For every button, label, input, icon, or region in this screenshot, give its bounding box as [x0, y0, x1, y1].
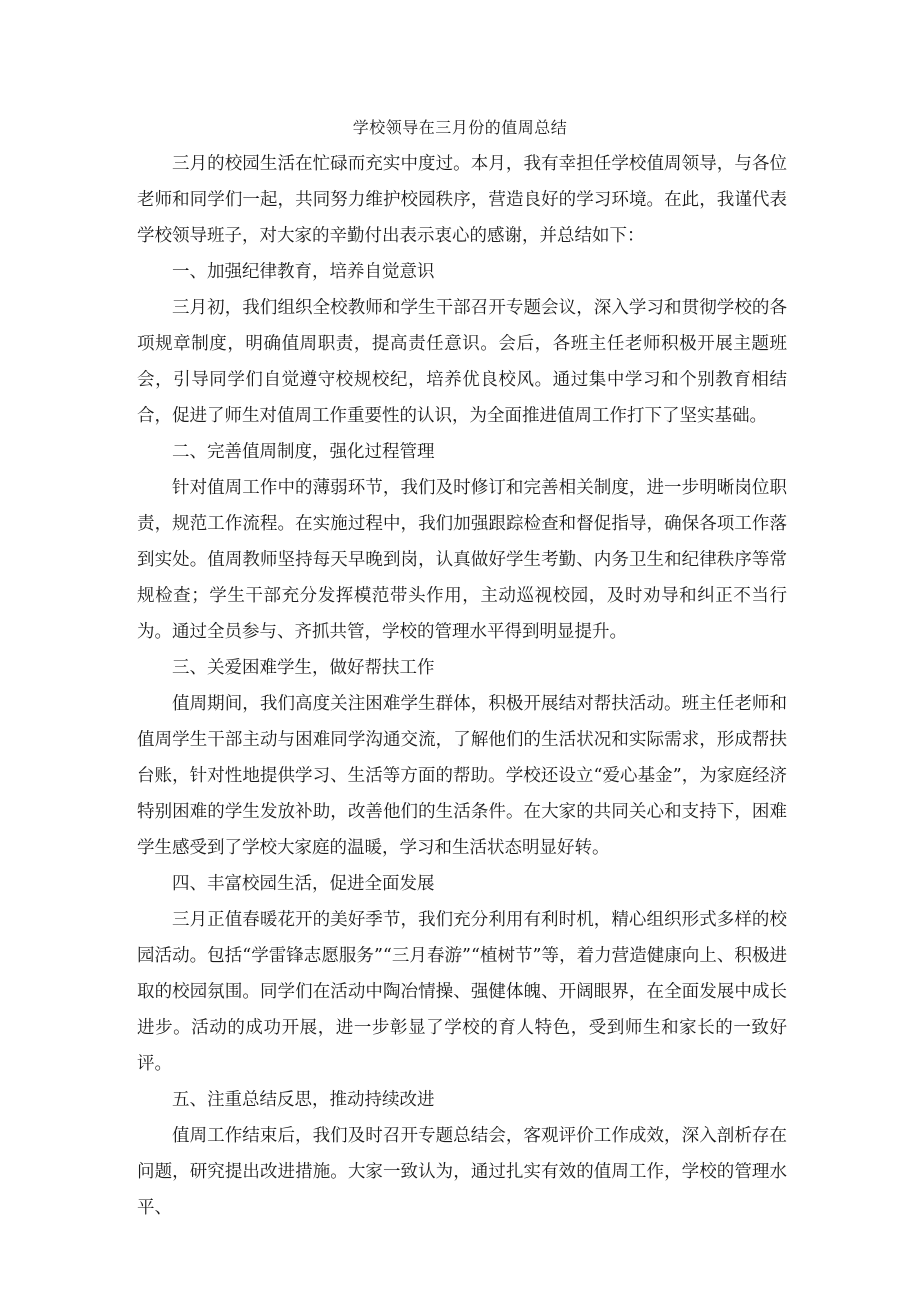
paragraph-section-1: 三月初，我们组织全校教师和学生干部召开专题会议，深入学习和贯彻学校的各项规章制度，明确值周职责，提高责任意识。会后，各班主任老师积极开展主题班会，引导同学们自觉遵守校规校纪，培养优良校风。通过集中学习和个别教育相结合，促进了师生对值周工作重要性的认识，为全面推进值周工作打下了坚实基础。: [137, 298, 787, 426]
section-heading-3: 三、关爱困难学生，做好帮扶工作: [172, 658, 435, 678]
section-heading-4: 四、丰富校园生活，促进全面发展: [172, 874, 435, 894]
paragraph-intro: 三月的校园生活在忙碌而充实中度过。本月，我有幸担任学校值周领导，与各位老师和同学们一起，共同努力维护校园秩序，营造良好的学习环境。在此，我谨代表学校领导班子，对大家的辛勤付出表示衷心的感谢，并总结如下：: [137, 154, 787, 246]
section-heading-2: 二、完善值周制度，强化过程管理: [172, 442, 435, 462]
section-heading-5: 五、注重总结反思，推动持续改进: [172, 1090, 435, 1110]
paragraph-section-2: 针对值周工作中的薄弱环节，我们及时修订和完善相关制度，进一步明晰岗位职责，规范工作流程。在实施过程中，我们加强跟踪检查和督促指导，确保各项工作落到实处。值周教师坚持每天早晚到岗，认真做好学生考勤、内务卫生和纪律秩序等常规检查；学生干部充分发挥模范带头作用，主动巡视校园，及时劝导和纠正不当行为。通过全员参与、齐抓共管，学校的管理水平得到明显提升。: [137, 478, 787, 642]
paragraph-section-4: 三月正值春暖花开的美好季节，我们充分利用有利时机，精心组织形式多样的校园活动。包括“学雷锋志愿服务”“三月春游”“植树节”等，着力营造健康向上、积极进取的校园氛围。同学们在活动中陶冶情操、强健体魄、开阔眼界，在全面发展中成长进步。活动的成功开展，进一步彰显了学校的育人特色，受到师生和家长的一致好评。: [137, 910, 787, 1074]
document-title: 学校领导在三月份的值周总结: [352, 118, 568, 137]
section-heading-1: 一、加强纪律教育，培养自觉意识: [172, 262, 435, 282]
paragraph-section-5: 值周工作结束后，我们及时召开专题总结会，客观评价工作成效，深入剖析存在问题，研究提出改进措施。大家一致认为，通过扎实有效的值周工作，学校的管理水平、: [137, 1126, 787, 1218]
document-body: [137, 146, 787, 1226]
paragraph-section-3: 值周期间，我们高度关注困难学生群体，积极开展结对帮扶活动。班主任老师和值周学生干部主动与困难同学沟通交流，了解他们的生活状况和实际需求，形成帮扶台账，针对性地提供学习、生活等方面的帮助。学校还设立“爱心基金”，为家庭经济特别困难的学生发放补助，改善他们的生活条件。在大家的共同关心和支持下，困难学生感受到了学校大家庭的温暖，学习和生活状态明显好转。: [137, 694, 787, 858]
